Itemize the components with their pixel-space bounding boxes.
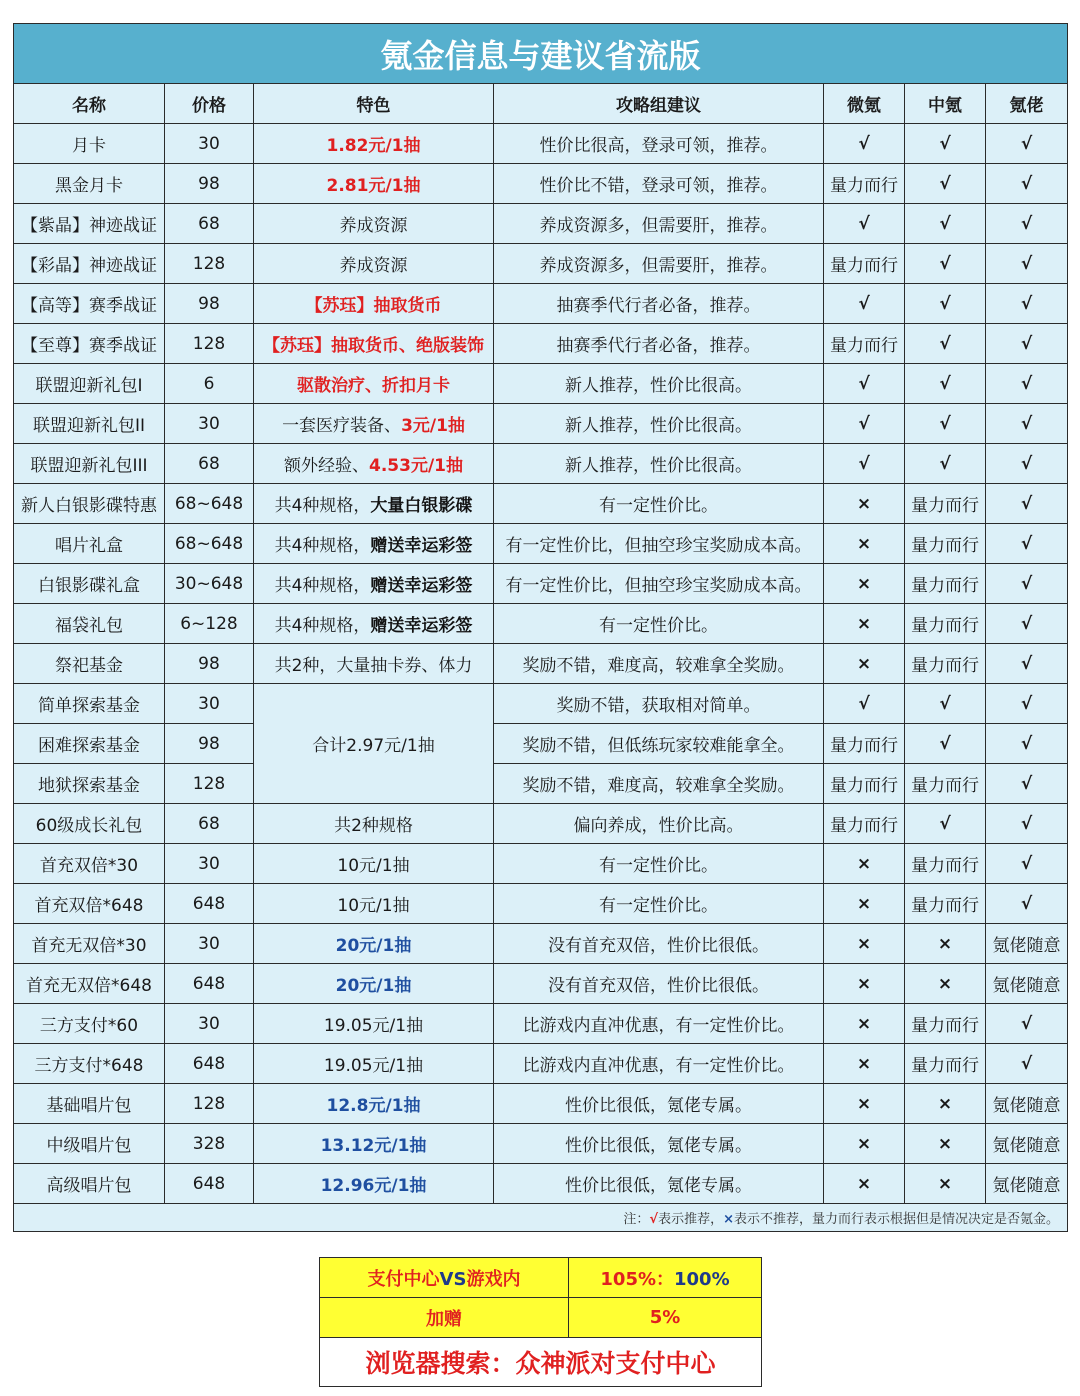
item-feature [254,644,494,684]
feature-text: 【苏珏】抽取货币 [305,296,442,316]
item-feature [254,204,494,244]
item-feature [254,604,494,644]
feature-text: 共4种规格， [274,576,371,596]
item-price: 30 [165,924,254,964]
header-advice: 攻略组建议 [494,84,824,124]
item-price: 98 [165,284,254,324]
feature-text: 赠送幸运彩签 [370,536,473,556]
feature-text: 10元/1抽 [337,856,410,876]
header-weike: 微氪 [824,84,905,124]
table-row [14,244,1068,284]
zhongke-rating: 量力而行 [905,1004,986,1044]
kelao-rating: √ [986,444,1068,484]
item-price: 68 [165,804,254,844]
item-price: 68 [165,204,254,244]
weike-rating: √ [824,684,905,724]
kelao-rating: √ [986,364,1068,404]
feature-text: 养成资源 [339,256,408,276]
item-feature [254,684,494,804]
table-row [14,644,1068,684]
weike-rating: √ [824,364,905,404]
zhongke-rating: 量力而行 [905,1044,986,1084]
feature-text: 19.05元/1抽 [323,1016,424,1036]
weike-rating: × [824,644,905,684]
kelao-rating: √ [986,684,1068,724]
item-feature [254,524,494,564]
zhongke-rating: × [905,924,986,964]
weike-rating: × [824,844,905,884]
item-name: 困难探索基金 [14,724,165,764]
kelao-rating: 氪佬随意 [986,1124,1068,1164]
item-advice: 奖励不错，但低练玩家较难能拿全。 [494,724,824,764]
feature-text: 共2种，大量抽卡券、体力 [274,656,473,676]
table-row [14,604,1068,644]
zhongke-rating: × [905,1084,986,1124]
item-advice: 比游戏内直冲优惠，有一定性价比。 [494,1044,824,1084]
item-advice: 奖励不错，难度高，较难拿全奖励。 [494,644,824,684]
item-name: 黑金月卡 [14,164,165,204]
zhongke-rating: 量力而行 [905,764,986,804]
weike-rating: × [824,564,905,604]
feature-text: 10元/1抽 [337,896,410,916]
zhongke-rating: √ [905,364,986,404]
feature-text: 共4种规格， [274,616,371,636]
header-feature: 特色 [254,84,494,124]
feature-text: 3元/1抽 [401,416,465,436]
item-feature [254,124,494,164]
weike-rating: 量力而行 [824,724,905,764]
pay-info-table [13,23,1068,1232]
zhongke-rating: √ [905,204,986,244]
item-price: 648 [165,1044,254,1084]
weike-rating: √ [824,124,905,164]
item-advice: 偏向养成，性价比高。 [494,804,824,844]
zhongke-rating: × [905,964,986,1004]
kelao-rating: √ [986,844,1068,884]
item-name: 60级成长礼包 [14,804,165,844]
feature-text: 赠送幸运彩签 [370,616,473,636]
item-price: 648 [165,884,254,924]
weike-rating: × [824,604,905,644]
item-feature [254,964,494,1004]
item-price: 128 [165,764,254,804]
item-price: 68~648 [165,524,254,564]
weike-rating: √ [824,404,905,444]
item-advice: 新人推荐，性价比很高。 [494,444,824,484]
item-feature [254,404,494,444]
feature-text: 额外经验、 [284,456,369,476]
zhongke-rating: × [905,1164,986,1204]
in-game-text: 游戏内 [466,1268,521,1290]
kelao-rating: √ [986,204,1068,244]
item-price: 30 [165,844,254,884]
kelao-rating: √ [986,564,1068,604]
item-advice: 性价比很低，氪佬专属。 [494,1084,824,1124]
item-advice: 有一定性价比。 [494,884,824,924]
table-row [14,484,1068,524]
item-feature [254,1004,494,1044]
note-cross-symbol: × [723,1212,734,1227]
item-name: 新人白银影碟特惠 [14,484,165,524]
feature-text: 共4种规格， [274,496,371,516]
feature-text: 驱散治疗、折扣月卡 [297,376,450,396]
zhongke-rating: 量力而行 [905,564,986,604]
kelao-rating: 氪佬随意 [986,1084,1068,1124]
item-advice: 抽赛季代行者必备，推荐。 [494,324,824,364]
item-name: 高级唱片包 [14,1164,165,1204]
item-feature [254,364,494,404]
kelao-rating: √ [986,124,1068,164]
item-feature [254,844,494,884]
item-name: 白银影碟礼盒 [14,564,165,604]
zhongke-rating: 量力而行 [905,604,986,644]
kelao-rating: √ [986,1004,1068,1044]
item-price: 6~128 [165,604,254,644]
feature-text: 1.82元/1抽 [326,136,421,156]
table-row [14,284,1068,324]
item-name: 福袋礼包 [14,604,165,644]
feature-text: 2.81元/1抽 [326,176,421,196]
table-row [14,1044,1068,1084]
item-feature [254,444,494,484]
zhongke-rating: 量力而行 [905,884,986,924]
item-name: 首充双倍*30 [14,844,165,884]
feature-text: 19.05元/1抽 [323,1056,424,1076]
feature-text: 赠送幸运彩签 [370,576,473,596]
item-price: 128 [165,324,254,364]
weike-rating: × [824,484,905,524]
item-price: 68~648 [165,484,254,524]
item-advice: 养成资源多，但需要肝，推荐。 [494,244,824,284]
item-name: 【彩晶】神迹战证 [14,244,165,284]
kelao-rating: 氪佬随意 [986,924,1068,964]
weike-rating: 量力而行 [824,804,905,844]
zhongke-rating: √ [905,444,986,484]
item-feature [254,244,494,284]
legend-note [14,1204,1068,1232]
weike-rating: √ [824,444,905,484]
table-row [14,564,1068,604]
item-name: 简单探索基金 [14,684,165,724]
zhongke-rating: 量力而行 [905,644,986,684]
kelao-rating: √ [986,484,1068,524]
note-check-text: 表示推荐， [658,1212,724,1227]
feature-text: 12.96元/1抽 [320,1176,427,1196]
item-advice: 有一定性价比。 [494,604,824,644]
header-name: 名称 [14,84,165,124]
pay-center-rate: 105%： [600,1268,674,1290]
item-name: 唱片礼盒 [14,524,165,564]
table-row [14,204,1068,244]
item-name: 基础唱片包 [14,1084,165,1124]
item-price: 68 [165,444,254,484]
zhongke-rating: √ [905,804,986,844]
table-row [14,764,1068,804]
item-feature [254,284,494,324]
zhongke-rating: × [905,1124,986,1164]
item-advice: 没有首充双倍，性价比很低。 [494,964,824,1004]
feature-text: 4.53元/1抽 [369,456,463,476]
item-feature [254,884,494,924]
item-advice: 没有首充双倍，性价比很低。 [494,924,824,964]
feature-text: 20元/1抽 [335,976,412,996]
item-name: 联盟迎新礼包III [14,444,165,484]
item-price: 30 [165,684,254,724]
weike-rating: 量力而行 [824,244,905,284]
table-row [14,844,1068,884]
kelao-rating: √ [986,724,1068,764]
weike-rating: √ [824,204,905,244]
weike-rating: × [824,1164,905,1204]
item-feature [254,1084,494,1124]
feature-text: 【苏珏】抽取货币、绝版装饰 [263,336,484,356]
kelao-rating: √ [986,244,1068,284]
weike-rating: × [824,964,905,1004]
table-row [14,724,1068,764]
kelao-rating: √ [986,644,1068,684]
table-row [14,444,1068,484]
item-feature [254,484,494,524]
item-feature [254,1044,494,1084]
kelao-rating: √ [986,284,1068,324]
item-name: 三方支付*60 [14,1004,165,1044]
header-zhongke: 中氪 [905,84,986,124]
item-feature [254,1124,494,1164]
item-price: 128 [165,244,254,284]
kelao-rating: √ [986,884,1068,924]
zhongke-rating: 量力而行 [905,524,986,564]
note-cross-text: 表示不推荐，量力而行表示根据但是情况决定是否氪金。 [733,1212,1059,1227]
feature-text: 大量白银影碟 [370,496,473,516]
item-advice: 比游戏内直冲优惠，有一定性价比。 [494,1004,824,1044]
weike-rating: × [824,1004,905,1044]
feature-text: 12.8元/1抽 [326,1096,421,1116]
header-row [14,84,1068,124]
kelao-rating: √ [986,324,1068,364]
item-price: 30 [165,404,254,444]
kelao-rating: √ [986,524,1068,564]
item-name: 首充双倍*648 [14,884,165,924]
item-advice: 有一定性价比。 [494,484,824,524]
item-price: 98 [165,724,254,764]
zhongke-rating: √ [905,244,986,284]
in-game-rate: 100% [674,1268,730,1290]
pay-center-text: 支付中心 [367,1268,440,1290]
item-advice: 新人推荐，性价比很高。 [494,364,824,404]
item-price: 128 [165,1084,254,1124]
item-name: 【至尊】赛季战证 [14,324,165,364]
item-name: 月卡 [14,124,165,164]
table-row [14,164,1068,204]
table-row [14,1124,1068,1164]
item-name: 首充无双倍*30 [14,924,165,964]
table-row [14,924,1068,964]
table-row [14,804,1068,844]
item-name: 【高等】赛季战证 [14,284,165,324]
item-feature [254,1164,494,1204]
item-price: 328 [165,1124,254,1164]
zhongke-rating: √ [905,724,986,764]
item-price: 98 [165,644,254,684]
item-advice: 性价比不错，登录可领，推荐。 [494,164,824,204]
table-row [14,964,1068,1004]
item-feature [254,564,494,604]
zhongke-rating: √ [905,164,986,204]
item-price: 648 [165,1164,254,1204]
feature-text: 共4种规格， [274,536,371,556]
pay-compare-value [569,1258,762,1298]
weike-rating: × [824,1044,905,1084]
item-advice: 性价比很低，氪佬专属。 [494,1124,824,1164]
zhongke-rating: √ [905,684,986,724]
feature-text: 20元/1抽 [335,936,412,956]
zhongke-rating: √ [905,124,986,164]
item-advice: 养成资源多，但需要肝，推荐。 [494,204,824,244]
header-price: 价格 [165,84,254,124]
kelao-rating: 氪佬随意 [986,1164,1068,1204]
bonus-label: 加赠 [320,1298,569,1338]
weike-rating: × [824,524,905,564]
kelao-rating: 氪佬随意 [986,964,1068,1004]
table-row [14,1004,1068,1044]
note-prefix: 注： [623,1212,650,1227]
weike-rating: × [824,1084,905,1124]
item-name: 首充无双倍*648 [14,964,165,1004]
table-row [14,1084,1068,1124]
note-check-symbol: √ [649,1212,659,1227]
search-hint: 浏览器搜索：众神派对支付中心 [320,1338,762,1387]
weike-rating: × [824,924,905,964]
item-price: 98 [165,164,254,204]
item-name: 三方支付*648 [14,1044,165,1084]
item-name: 地狱探索基金 [14,764,165,804]
item-price: 6 [165,364,254,404]
feature-text: 13.12元/1抽 [320,1136,427,1156]
item-name: 祭祀基金 [14,644,165,684]
item-advice: 有一定性价比，但抽空珍宝奖励成本高。 [494,524,824,564]
table-row [14,324,1068,364]
item-advice: 性价比很低，氪佬专属。 [494,1164,824,1204]
item-price: 648 [165,964,254,1004]
feature-text: 共2种规格 [334,816,413,836]
weike-rating: 量力而行 [824,164,905,204]
item-advice: 奖励不错，难度高，较难拿全奖励。 [494,764,824,804]
zhongke-rating: 量力而行 [905,484,986,524]
feature-text: 合计2.97元/1抽 [312,736,435,756]
item-advice: 有一定性价比，但抽空珍宝奖励成本高。 [494,564,824,604]
item-price: 30 [165,124,254,164]
weike-rating: 量力而行 [824,324,905,364]
item-advice: 新人推荐，性价比很高。 [494,404,824,444]
table-row [14,1164,1068,1204]
item-feature [254,164,494,204]
table-row [14,524,1068,564]
kelao-rating: √ [986,804,1068,844]
weike-rating: √ [824,284,905,324]
item-price: 30 [165,1004,254,1044]
item-feature [254,324,494,364]
table-row [14,124,1068,164]
zhongke-rating: √ [905,324,986,364]
table-row [14,884,1068,924]
item-name: 联盟迎新礼包II [14,404,165,444]
item-advice: 性价比很高，登录可领，推荐。 [494,124,824,164]
vs-text: VS [439,1268,467,1290]
item-advice: 抽赛季代行者必备，推荐。 [494,284,824,324]
item-name: 【紫晶】神迹战证 [14,204,165,244]
zhongke-rating: √ [905,404,986,444]
item-feature [254,924,494,964]
table-row [14,404,1068,444]
item-advice: 奖励不错，获取相对简单。 [494,684,824,724]
zhongke-rating: √ [905,284,986,324]
kelao-rating: √ [986,404,1068,444]
payment-center-box [319,1257,762,1387]
feature-text: 一套医疗装备、 [282,416,402,436]
feature-text: 养成资源 [339,216,408,236]
zhongke-rating: 量力而行 [905,844,986,884]
item-name: 中级唱片包 [14,1124,165,1164]
header-kelao: 氪佬 [986,84,1068,124]
item-advice: 有一定性价比。 [494,844,824,884]
weike-rating: × [824,1124,905,1164]
item-name: 联盟迎新礼包I [14,364,165,404]
item-feature [254,804,494,844]
weike-rating: 量力而行 [824,764,905,804]
bonus-value: 5% [569,1298,762,1338]
kelao-rating: √ [986,604,1068,644]
page-title: 氪金信息与建议省流版 [14,24,1068,84]
table-row [14,684,1068,724]
kelao-rating: √ [986,1044,1068,1084]
item-price: 30~648 [165,564,254,604]
weike-rating: × [824,884,905,924]
table-row [14,364,1068,404]
kelao-rating: √ [986,764,1068,804]
kelao-rating: √ [986,164,1068,204]
pay-compare-label [320,1258,569,1298]
